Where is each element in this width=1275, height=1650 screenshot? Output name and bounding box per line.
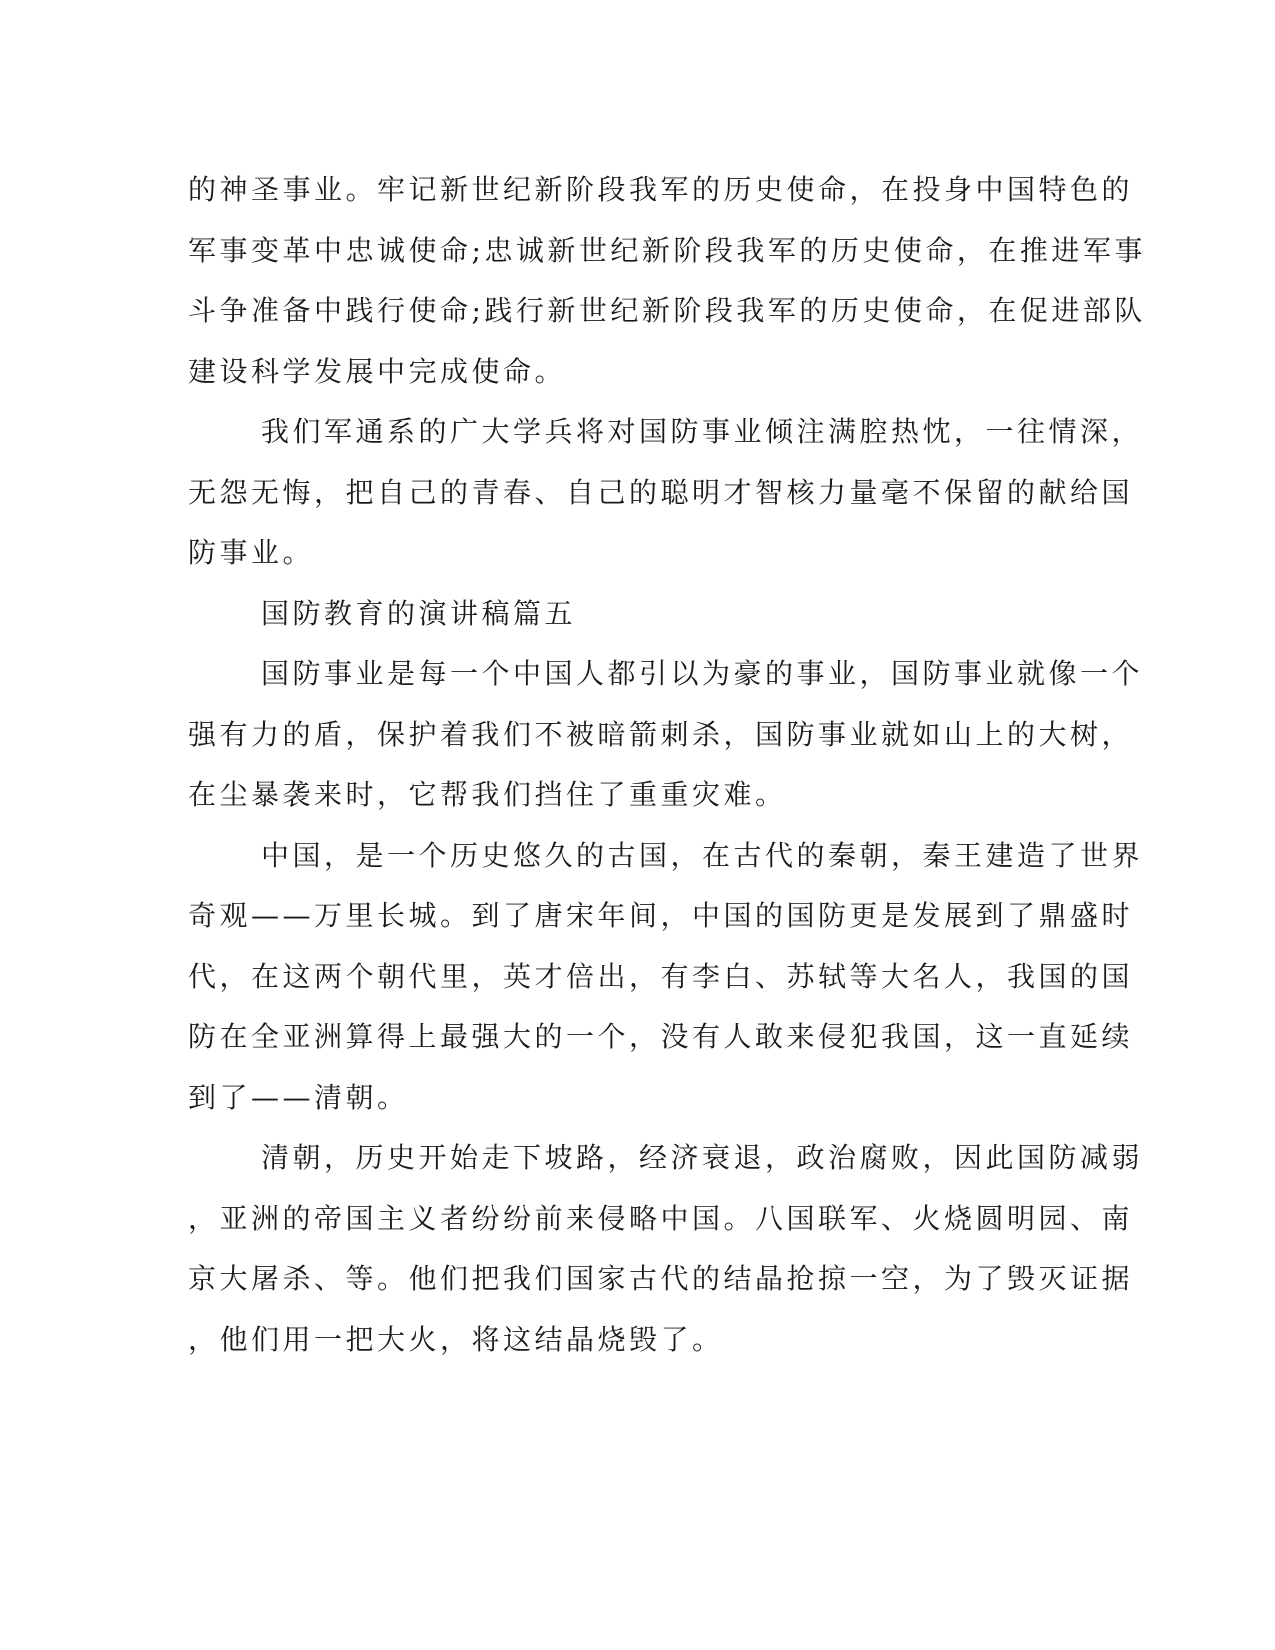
text-line: 防事业。	[188, 536, 315, 569]
text-line: ，亚洲的帝国主义者纷纷前来侵略中国。八国联军、火烧圆明园、南	[188, 1201, 1134, 1235]
text-line: 斗争准备中践行使命;践行新世纪新阶段我军的历史使命，在促进部队	[188, 294, 1146, 327]
text-line: 强有力的盾，保护着我们不被暗箭刺杀，国防事业就如山上的大树，	[188, 717, 1134, 751]
text-line: 国防事业是每一个中国人都引以为豪的事业，国防事业就像一个	[261, 657, 1144, 690]
text-line: 京大屠杀、等。他们把我们国家古代的结晶抢掠一空，为了毁灭证据	[188, 1262, 1134, 1295]
document-body	[188, 160, 1146, 1370]
text-line: 无怨无悔，把自己的青春、自己的聪明才智核力量毫不保留的献给国	[188, 475, 1134, 509]
text-line: 中国，是一个历史悠久的古国，在古代的秦朝，秦王建造了世界	[261, 838, 1144, 872]
text-line: 防在全亚洲算得上最强大的一个，没有人敢来侵犯我国，这一直延续	[188, 1020, 1134, 1053]
text-line: ，他们用一把大火，将这结晶烧毁了。	[188, 1322, 724, 1356]
text-line: 清朝，历史开始走下坡路，经济衰退，政治腐败，因此国防减弱	[261, 1141, 1144, 1174]
text-line: 军事变革中忠诚使命;忠诚新世纪新阶段我军的历史使命，在推进军事	[188, 233, 1146, 267]
text-line: 建设科学发展中完成使命。	[188, 354, 567, 388]
text-line: 我们军通系的广大学兵将对国防事业倾注满腔热忱，一往情深，	[261, 415, 1144, 448]
text-line: 代，在这两个朝代里，英才倍出，有李白、苏轼等大名人，我国的国	[188, 959, 1134, 993]
text-line: 的神圣事业。牢记新世纪新阶段我军的历史使命，在投身中国特色的	[188, 173, 1134, 206]
section-heading: 国防教育的演讲稿篇五	[261, 596, 577, 630]
text-line: 奇观——万里长城。到了唐宋年间，中国的国防更是发展到了鼎盛时	[188, 899, 1134, 932]
text-line: 到了——清朝。	[188, 1080, 409, 1114]
text-line: 在尘暴袭来时，它帮我们挡住了重重灾难。	[188, 778, 787, 811]
